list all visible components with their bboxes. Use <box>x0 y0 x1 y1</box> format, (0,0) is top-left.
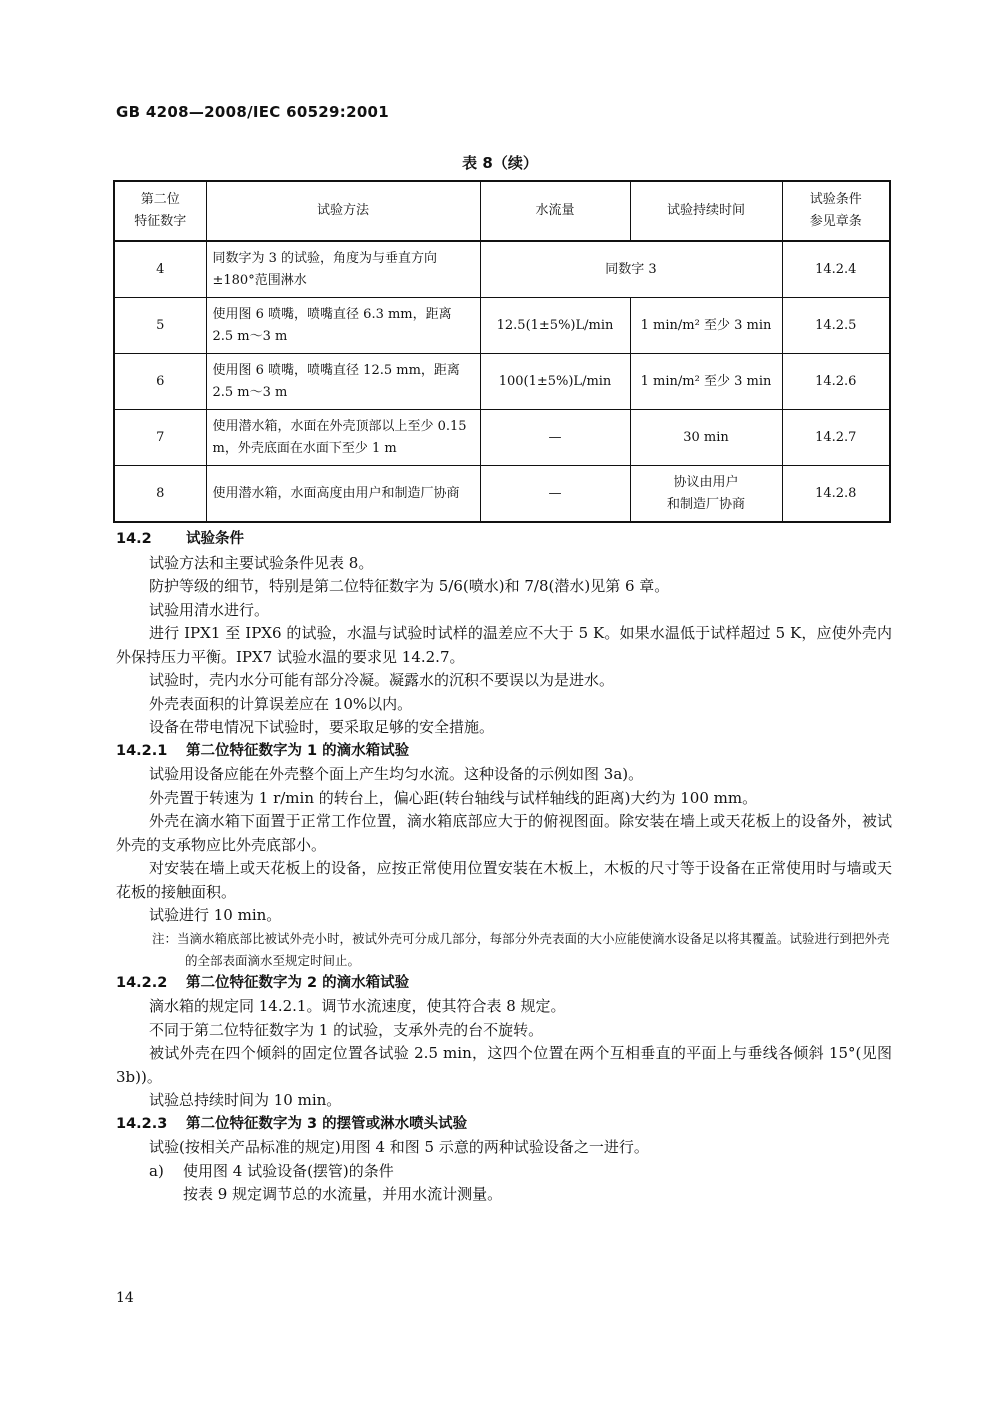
cell-duration: 1 min/m² 至少 3 min <box>630 354 782 410</box>
table-caption: 表 8（续） <box>462 154 538 172</box>
cell-flow: 12.5(1±5%)L/min <box>480 298 630 354</box>
paragraph: 被试外壳在四个倾斜的固定位置各试验 2.5 min，这四个位置在两个互相垂直的平面上与垂线各倾斜 15°(见图 3b))。 <box>116 1044 892 1086</box>
table-row <box>114 410 890 466</box>
cell-method: 同数字为 3 的试验，角度为与垂直方向±180°范围淋水 <box>206 241 480 298</box>
standard-id: GB 4208—2008/IEC 60529:2001 <box>116 103 390 121</box>
paragraph: 试验用清水进行。 <box>149 600 270 619</box>
paragraph: 外壳置于转速为 1 r/min 的转台上，偏心距(转台轴线与试样轴线的距离)大约为 100 mm。 <box>149 788 758 807</box>
column-header: 试验持续时间 <box>630 181 782 241</box>
page-number: 14 <box>116 1290 134 1306</box>
cell-duration: 协议由用户 和制造厂协商 <box>630 466 782 523</box>
cell-ref: 14.2.4 <box>782 241 890 298</box>
paragraph: 滴水箱的规定同 14.2.1。调节水流速度，使其符合表 8 规定。 <box>149 997 566 1015</box>
cell-flow: — <box>480 410 630 466</box>
cell-duration: 30 min <box>630 410 782 466</box>
table-row <box>114 241 890 298</box>
cell-digit: 8 <box>114 466 206 523</box>
cell-duration: 1 min/m² 至少 3 min <box>630 298 782 354</box>
paragraph: 防护等级的细节，特别是第二位特征数字为 5/6(喷水)和 7/8(潜水)见第 6 章。 <box>149 577 670 595</box>
cell-method: 使用潜水箱，水面在外壳顶部以上至少 0.15 m，外壳底面在水面下至少 1 m <box>206 410 480 466</box>
cell-digit: 6 <box>114 354 206 410</box>
section-heading <box>116 528 892 552</box>
cell-digit: 4 <box>114 241 206 298</box>
table-header-row <box>114 181 890 241</box>
list-item <box>116 1160 892 1184</box>
section-heading <box>116 1113 892 1137</box>
section-heading <box>116 740 892 764</box>
cell-flow: 100(1±5%)L/min <box>480 354 630 410</box>
note: 注：当滴水箱底部比被试外壳小时，被试外壳可分成几部分，每部分外壳表面的大小应能使滴水设备足以将其覆盖。试验进行到把外壳的全部表面滴水至规定时间止。 <box>152 930 890 968</box>
cell-ref: 14.2.6 <box>782 354 890 410</box>
paragraph: 外壳表面积的计算误差应在 10%以内。 <box>149 694 413 713</box>
section-number: 14.2.1 <box>116 742 168 759</box>
cell-ref: 14.2.5 <box>782 298 890 354</box>
section-number: 14.2.3 <box>116 1115 168 1132</box>
section-title: 第二位特征数字为 3 的摆管或淋水喷头试验 <box>186 1115 468 1132</box>
paragraph: 试验方法和主要试验条件见表 8。 <box>149 553 374 572</box>
paragraph: 试验时，壳内水分可能有部分冷凝。凝露水的沉积不要误以为是进水。 <box>149 671 615 689</box>
spec-table <box>113 180 891 523</box>
section-title: 第二位特征数字为 1 的滴水箱试验 <box>186 742 410 759</box>
section-number: 14.2.2 <box>116 974 168 991</box>
cell-ref: 14.2.7 <box>782 410 890 466</box>
column-header: 第二位 特征数字 <box>114 181 206 241</box>
paragraph: 对安装在墙上或天花板上的设备，应按正常使用位置安装在木板上，木板的尺寸等于设备在正常使用时与墙或天花板的接触面积。 <box>116 859 892 901</box>
list-item-label: a) <box>149 1161 164 1180</box>
paragraph: 不同于第二位特征数字为 1 的试验，支承外壳的台不旋转。 <box>149 1020 544 1039</box>
cell-digit: 5 <box>114 298 206 354</box>
cell-method: 使用潜水箱，水面高度由用户和制造厂协商 <box>206 466 480 523</box>
table-row <box>114 354 890 410</box>
table-row <box>114 466 890 523</box>
paragraph: 进行 IPX1 至 IPX6 的试验，水温与试验时试样的温差应不大于 5 K。如果水温低于试样超过 5 K，应使外壳内外保持压力平衡。IPX7 试验水温的要求见 14.2.7。 <box>116 624 892 666</box>
cell-ref: 14.2.8 <box>782 466 890 523</box>
column-header: 试验方法 <box>206 181 480 241</box>
table-row <box>114 298 890 354</box>
section-title: 第二位特征数字为 2 的滴水箱试验 <box>186 974 410 991</box>
section-number: 14.2 <box>116 531 152 547</box>
paragraph: 按表 9 规定调节总的水流量，并用水流计测量。 <box>183 1185 503 1203</box>
section-title: 试验条件 <box>186 531 244 547</box>
paragraph: 试验总持续时间为 10 min。 <box>149 1091 342 1109</box>
paragraph: 设备在带电情况下试验时，要采取足够的安全措施。 <box>149 718 495 736</box>
paragraph: 外壳在滴水箱下面置于正常工作位置，滴水箱底部应大于的俯视图面。除安装在墙上或天花板上的设备外，被试外壳的支承物应比外壳底部小。 <box>116 812 892 854</box>
cell-method: 使用图 6 喷嘴，喷嘴直径 6.3 mm，距离 2.5 m～3 m <box>206 298 480 354</box>
section-heading <box>116 972 892 996</box>
list-item-title: 使用图 4 试验设备(摆管)的条件 <box>183 1161 394 1180</box>
paragraph: 试验(按相关产品标准的规定)用图 4 和图 5 示意的两种试验设备之一进行。 <box>149 1138 649 1156</box>
paragraph: 试验进行 10 min。 <box>149 906 282 924</box>
cell-merged: 同数字 3 <box>480 241 782 298</box>
cell-method: 使用图 6 喷嘴，喷嘴直径 12.5 mm，距离 2.5 m～3 m <box>206 354 480 410</box>
column-header: 试验条件 参见章条 <box>782 181 890 241</box>
cell-digit: 7 <box>114 410 206 466</box>
column-header: 水流量 <box>480 181 630 241</box>
body-text <box>116 528 892 1207</box>
paragraph: 试验用设备应能在外壳整个面上产生均匀水流。这种设备的示例如图 3a)。 <box>149 765 644 783</box>
cell-flow: — <box>480 466 630 523</box>
